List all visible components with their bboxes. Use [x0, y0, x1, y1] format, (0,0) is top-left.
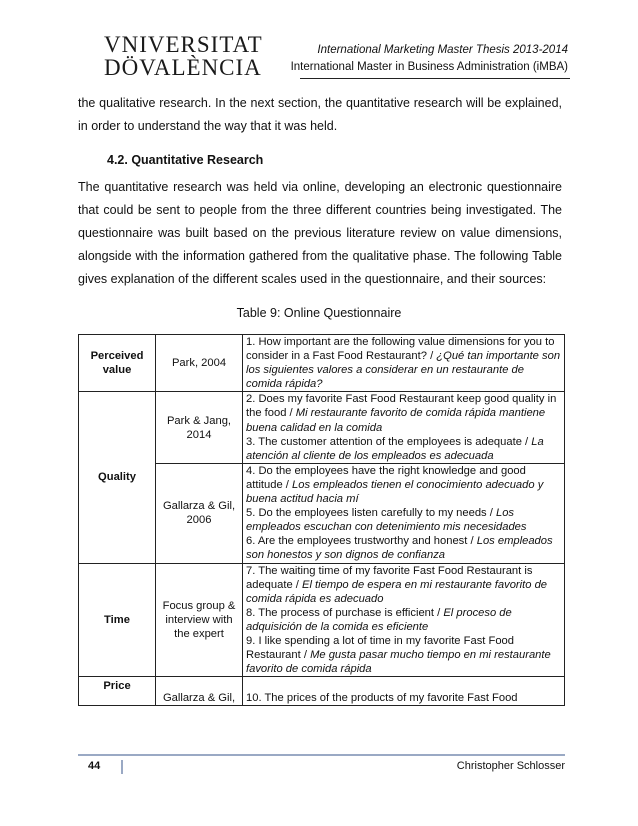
intro-paragraph: the qualitative research. In the next section, the quantitative research will be explained, in order to understand the way that it was held.	[78, 96, 562, 133]
source-cell: Park & Jang, 2014	[156, 392, 243, 463]
question-3-es: La atención al cliente de los empleados es adecuada	[246, 435, 544, 462]
table-row	[79, 392, 565, 463]
dimension-cell: Price	[79, 677, 156, 706]
section-heading: 4.2. Quantitative Research	[107, 153, 264, 167]
question-5-es: Los empleados escuchan con detenimiento mis necesidades	[246, 507, 527, 534]
table-row	[79, 677, 565, 706]
question-1-en: 1. How important are the following value dimensions for you to consider in a Fast Food Restaurant? /	[246, 336, 555, 363]
question-cell	[243, 563, 565, 677]
question-7-es: El tiempo de espera en mi restaurante favorito de comida rápida es adecuado	[246, 578, 548, 605]
page-number-bar	[121, 760, 123, 774]
question-6-en: 6. Are the employees trustworthy and honest /	[246, 535, 477, 548]
question-6-es: Los empleados son honestos y son dignos de confianza	[246, 535, 553, 562]
body-paragraph: The quantitative research was held via online, developing an electronic questionnaire that could be sent to people from the three different countries being investigated. The questionnaire was built based on the previous literature review on value dimensions, alongside with the information gathered from the qualitative phase. The following Table gives explanation of the different scales used in the questionnaire, and their sources:	[78, 180, 562, 286]
footer-divider	[78, 754, 565, 756]
question-cell	[243, 677, 565, 706]
question-2-es: Mi restaurante favorito de comida rápida mantiene buena calidad en la comida	[246, 407, 546, 434]
dimension-cell: Perceived value	[79, 335, 156, 392]
question-cell	[243, 335, 565, 392]
running-header	[291, 42, 568, 76]
question-2-en: 2. Does my favorite Fast Food Restaurant keep good quality in the food /	[246, 393, 557, 420]
question-cell	[243, 463, 565, 563]
source-cell: Focus group & interview with the expert	[156, 563, 243, 677]
logo-line-2: DÖVALÈNCIA	[104, 55, 262, 80]
page-number: 44	[88, 760, 101, 772]
table-caption: Table 9: Online Questionnaire	[236, 306, 402, 320]
question-9-en: 9. I like spending a lot of time in my favorite Fast Food Restaurant /	[246, 634, 515, 662]
header-program: International Master in Business Administration (iMBA)	[290, 61, 568, 73]
table-row	[79, 335, 565, 392]
source-cell: Park, 2004	[156, 335, 243, 392]
question-4-en: 4. Do the employees have the right knowledge and good attitude /	[246, 464, 526, 491]
question-8-en: 8. The process of purchase is efficient /	[246, 606, 444, 619]
questionnaire-table	[78, 334, 565, 706]
question-3-en: 3. The customer attention of the employees is adequate /	[246, 435, 532, 448]
question-cell	[243, 392, 565, 463]
question-1-es: ¿Qué tan importante son los siguientes valores a considerar en un restaurante de comida rápida?	[246, 350, 561, 391]
question-8-es: El proceso de adquisición de la comida es eficiente	[246, 606, 512, 633]
question-10-en: 10. The prices of the products of my favorite Fast Food	[246, 692, 518, 705]
source-cell: Gallarza & Gil, 2006	[156, 463, 243, 563]
source-cell: Gallarza & Gil,	[156, 677, 243, 706]
header-divider	[300, 78, 570, 79]
dimension-cell: Time	[79, 563, 156, 677]
question-5-en: 5. Do the employees listen carefully to my needs /	[246, 507, 496, 520]
question-4-es: Los empleados tienen el conocimiento adecuado y buena actitud hacia mí	[246, 478, 544, 506]
university-logo	[104, 32, 274, 80]
footer-author: Christopher Schlosser	[456, 760, 565, 772]
dimension-cell: Quality	[79, 392, 156, 563]
question-7-en: 7. The waiting time of my favorite Fast Food Restaurant is adequate /	[246, 564, 533, 591]
question-9-es: Me gusta pasar mucho tiempo en mi restaurante favorito de comida rápida	[246, 649, 551, 676]
logo-line-1: VNIVERSITAT	[104, 32, 263, 57]
table-row	[79, 563, 565, 677]
header-thesis-title: International Marketing Master Thesis 2013-2014	[317, 44, 568, 56]
